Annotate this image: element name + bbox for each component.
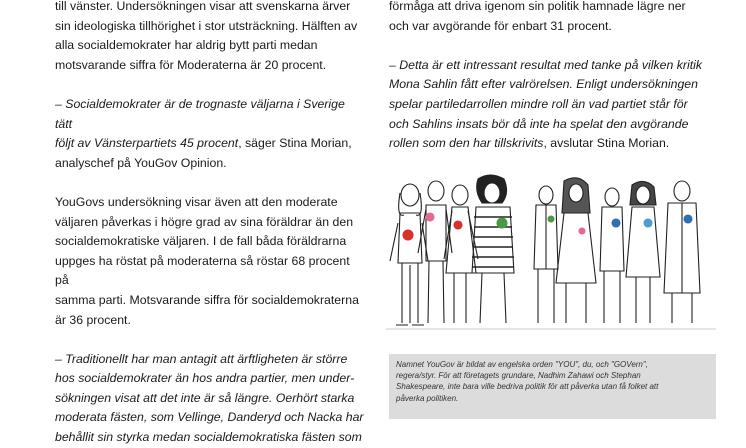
figure-man-pink-badge xyxy=(418,181,452,323)
figure-woman-lightblue-badge xyxy=(626,181,660,323)
right-column xyxy=(389,0,709,154)
badge-pink-small-icon xyxy=(579,228,585,234)
badge-green-icon xyxy=(497,218,507,228)
paragraph-parents: YouGovs undersökning visar även att den moderate väljaren påverkas i högre grad av sina föräldrar än den socialdemokratiske väljaren. I de fall båda föräldrarna uppges ha röstat på moderaterna så röstar 68 procent på samma parti. Motsvarande siffra för socialdemokraterna är 36 procent. xyxy=(55,194,359,327)
paragraph-quote-sahlin: – Detta är ett intressant resultat med tanke på vilken kritik Mona Sahlin fått efter valrörelsen. Enligt undersökningen spelar partiledarrollen mindre roll än vad partiet står för och Sahlins insats bör då inte ha spelat den avgörande rollen som den har tillskrivits, avslutar Stina Morian. xyxy=(389,57,703,151)
paragraph-quote-tradition: – Traditionellt har man antagit att ärftligheten är större hos socialdemokrater än hos andra partier, men under- sökningen visat att det inte är så längre. Oerhört starka moderata fästen, som Vellinge, Danderyd och Nacka har behållit sin styrka medan socialdemokratiska fästen som xyxy=(55,351,364,445)
left-column xyxy=(55,0,365,448)
paragraph-inheritance: till vänster. Undersökningen visar att svenskarna ärver sin ideologiska tillhörighet i stor utsträckning. Hälften av alla socialdemokrater har aldrig bytt parti medan motsvarande siffra för Moderaterna är 20 procent. xyxy=(55,0,358,72)
badge-red-small-icon xyxy=(454,221,462,229)
figure-man-suit xyxy=(534,186,558,323)
paragraph-quote-loyalty: – Socialdemokrater är de trognaste väljarna i Sverige tätt följt av Vänsterpartiets 45 procent, säger Stina Morian, analyschef på YouGov Opinion. xyxy=(55,96,352,170)
image-caption: Namnet YouGov är bildat av engelska orden "YOU", du, och "GOVern", regera/styr. För att företagets grundare, Nadhim Zahawi och Stephan Shakespeare, inte bara ville bedriva politik för att påverka utan få folket att påverka politiken. xyxy=(389,354,716,419)
badge-blue-icon xyxy=(612,219,620,227)
badge-red-icon xyxy=(403,230,413,240)
figure-man-blue-badge xyxy=(600,188,624,323)
badge-pink-icon xyxy=(426,213,434,221)
badge-lightblue-icon xyxy=(644,219,652,227)
badge-blue-small-icon xyxy=(684,215,692,223)
voters-illustration xyxy=(386,173,716,333)
figure-woman-red-badge xyxy=(390,184,428,325)
paragraph-leader-ability: förmåga att driva igenom sin politik hamnade lägre ner och var avgörande för enbart 31 procent. xyxy=(389,0,686,33)
figure-woman-long-hair xyxy=(556,178,596,323)
badge-green-small-icon xyxy=(548,216,554,222)
figure-woman-striped xyxy=(472,175,514,323)
figure-older-man xyxy=(664,181,700,323)
